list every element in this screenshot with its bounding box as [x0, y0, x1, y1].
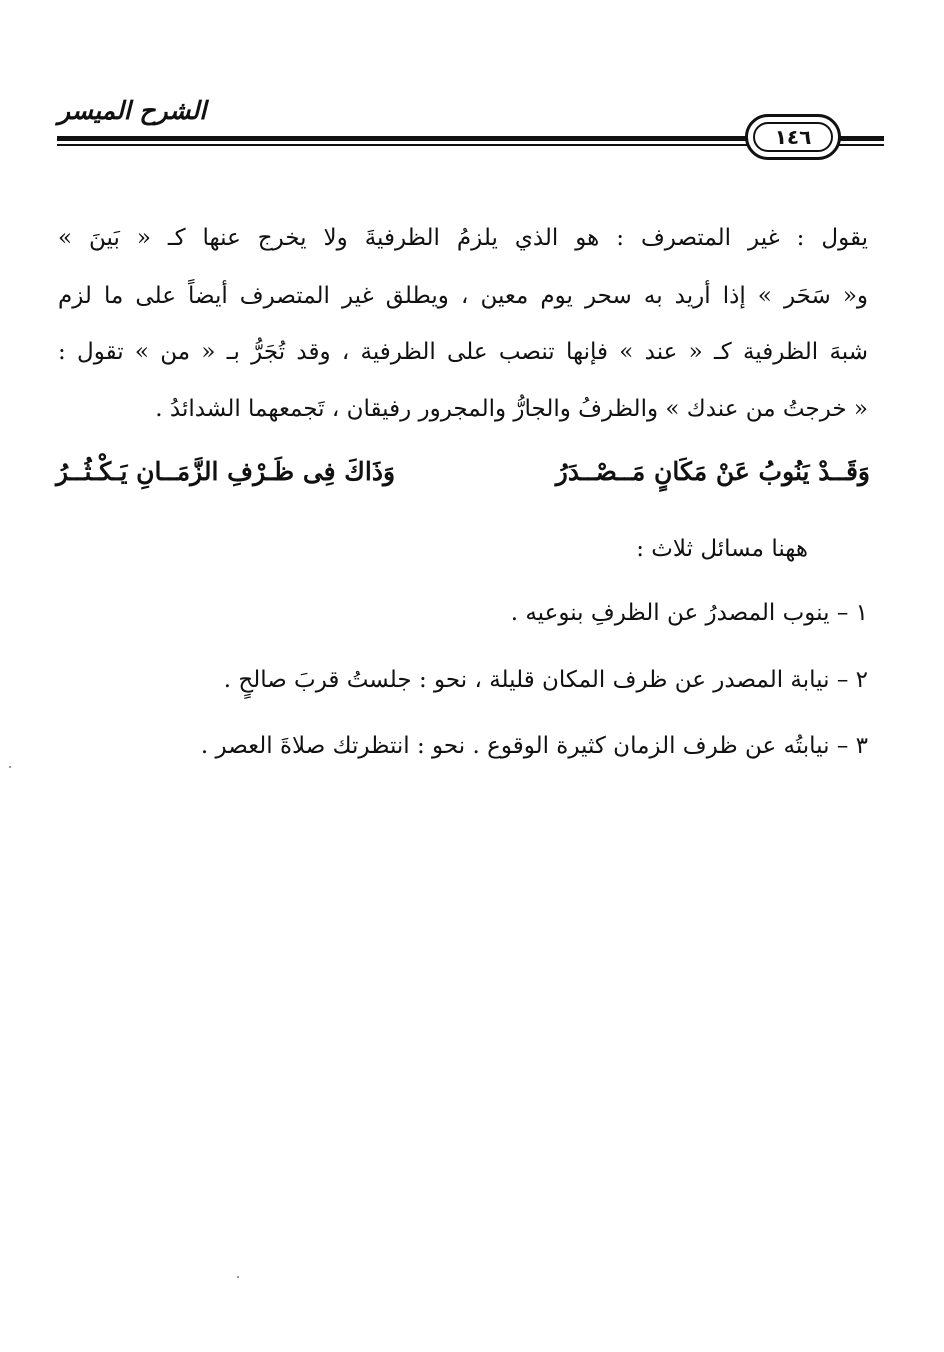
running-header-title: الشرح الميسر [58, 96, 207, 125]
verse-first-hemistich: وَقَــدْ يَنُوبُ عَنْ مَكَانٍ مَــصْــدَرُ [555, 457, 870, 486]
explanation-intro: ههنا مسائل ثلاث : [636, 536, 808, 562]
verse-second-hemistich: وَذَاكَ فِى ظَـرْفِ الزَّمَــانِ يَـكْـثُــرُ [56, 457, 396, 486]
poem-verse [56, 450, 870, 494]
explanation-item-1: ١ – ينوب المصدرُ عن الظرفِ بنوعيه . [510, 600, 868, 626]
paragraph-line-3: شبهَ الظرفية كـ « عند » فإنها تنصب على الظرفية ، وقد تُجَرُّ بـ « من » تقول : [58, 339, 868, 365]
explanation-item-2: ٢ – نيابة المصدر عن ظرف المكان قليلة ، نحو : جلستُ قربَ صالحٍ . [223, 667, 868, 693]
scan-speck [9, 766, 11, 768]
page-number: ١٤٦ [753, 122, 833, 152]
scan-speck [237, 1276, 239, 1278]
paragraph-line-2: و« سَحَر » إذا أريد به سحر يوم معين ، ويطلق غير المتصرف أيضاً على ما لزم [58, 283, 868, 309]
page-number-badge [745, 114, 841, 160]
paragraph-line-1: يقول : غير المتصرف : هو الذي يلزمُ الظرفيةَ ولا يخرج عنها كـ « بَينَ » [58, 225, 868, 251]
explanation-item-3: ٣ – نيابتُه عن ظرف الزمان كثيرة الوقوع . نحو : انتظرتك صلاةَ العصر . [200, 733, 868, 759]
paragraph-line-4: « خرجتُ من عندك » والظرفُ والجارُّ والمجرور رفيقان ، تَجمعهما الشدائدُ . [155, 396, 868, 422]
